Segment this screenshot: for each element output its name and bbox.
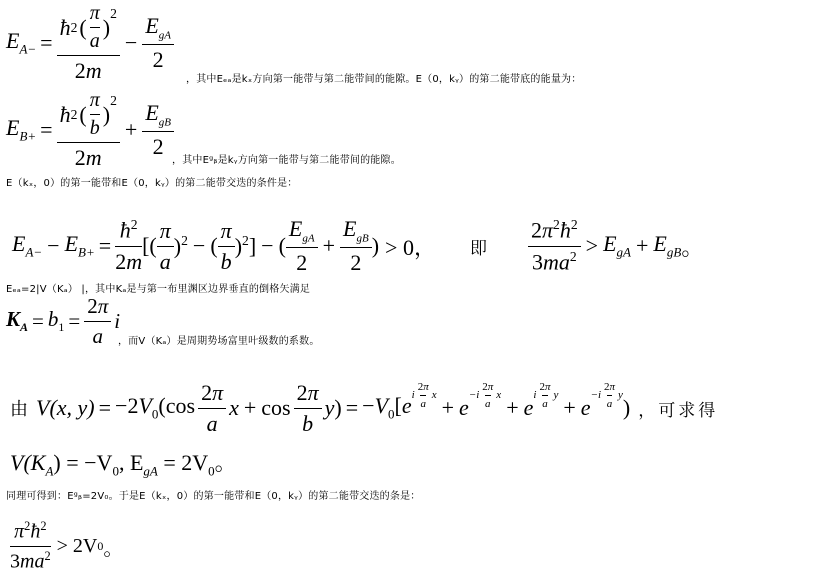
fraction-EgA-over-2: $\frac{E_{gA}}{2}$ [142,13,174,72]
text-similarly-derived: 同理可得到：Eᵍᵦ=2V₀。于是E（kₓ，0）的第一能带和E（0，kᵧ）的第二能带交迭的条是： [6,491,421,502]
text-eq4-note: ，而V（Kₐ）是周期势场富里叶级数的系数。 [118,336,320,347]
E-A-minus-symbol: $E_{A-}$ [6,28,37,57]
equation-E-A-minus: $E_{A-}$ = ħ 2 ( $\frac{\pi}{a}$ ) $^2$ 2m − $\frac{E_{gA}}{2}$ [6,2,174,84]
equation-final-condition: $\frac{\pi^2ħ^2}{3ma^2}$ > 2V 0 。 [10,518,124,573]
text-eq1-note: ，其中Eₑₐ是kₓ方向第一能带与第二能带间的能隙。E（0，kᵧ）的第二能带底的能量为： [186,74,582,85]
fraction-hbar-pi-over-a: ħ 2 ( $\frac{\pi}{a}$ ) $^2$ 2m [57,2,120,84]
equation-overlap-condition-final: $\frac{2\pi^2ħ^2}{3ma^2}$ > $E_{gA}$ + $E_{gB}$ 。 [528,210,703,282]
text-eq2-note: ，其中Eᵍᵦ是kᵧ方向第一能带与第二能带间的能隙。 [172,155,401,166]
text-overlap-condition: E（kₓ，0）的第一能带和E（0，kᵧ）的第二能带交迭的条件是： [6,178,298,189]
fraction-EgB-over-2: $\frac{E_{gB}}{2}$ [142,100,174,159]
fraction-hbar-pi-over-b: ħ 2 ( $\frac{\pi}{b}$ ) $^2$ 2m [57,89,120,171]
equation-potential-V: 由 V(x, y) = $-2V_0(\cos$ $\frac{2\pi}{a}$ x + cos $\frac{2\pi}{b}$ y ) = $-V_0[e$ i $\frac{2\pi}{a}$ x + e −i $\frac{2\pi}{a}$ x + e i $\frac{2\pi}{a}$ y + e −i $\frac{2\pi}{a}$ y ) ，可求得 [10,379,719,436]
equation-overlap-inequality: $E_{A-}$ − $E_{B+}$ = $\frac{ħ^2}{2m}$ [( $\frac{\pi}{a}$ )$^2$ − ( $\frac{\pi}{b}$ )$^2$] − ( $\frac{E_{gA}}{2}$ + $\frac{E_{gB}}{2}$ ) > 0， 即 [12,216,487,275]
text-EgA-definition: Eₑₐ=2|V（Kₐ） |，其中Kₐ是与第一布里渊区边界垂直的倒格矢满足 [6,284,311,295]
equation-E-B-plus: $E_{B+}$ = ħ 2 ( $\frac{\pi}{b}$ ) $^2$ 2m + $\frac{E_{gB}}{2}$ [6,90,174,170]
equation-K-A: $K_A$ = $b_1$ = $\frac{2\pi}{a}$ i [6,293,121,348]
equation-V-K-A: $V(K_A) = -V_0$, $E_{gA} = 2V_0$。 [10,450,237,479]
E-B-plus-symbol: $E_{B+}$ [6,115,37,144]
